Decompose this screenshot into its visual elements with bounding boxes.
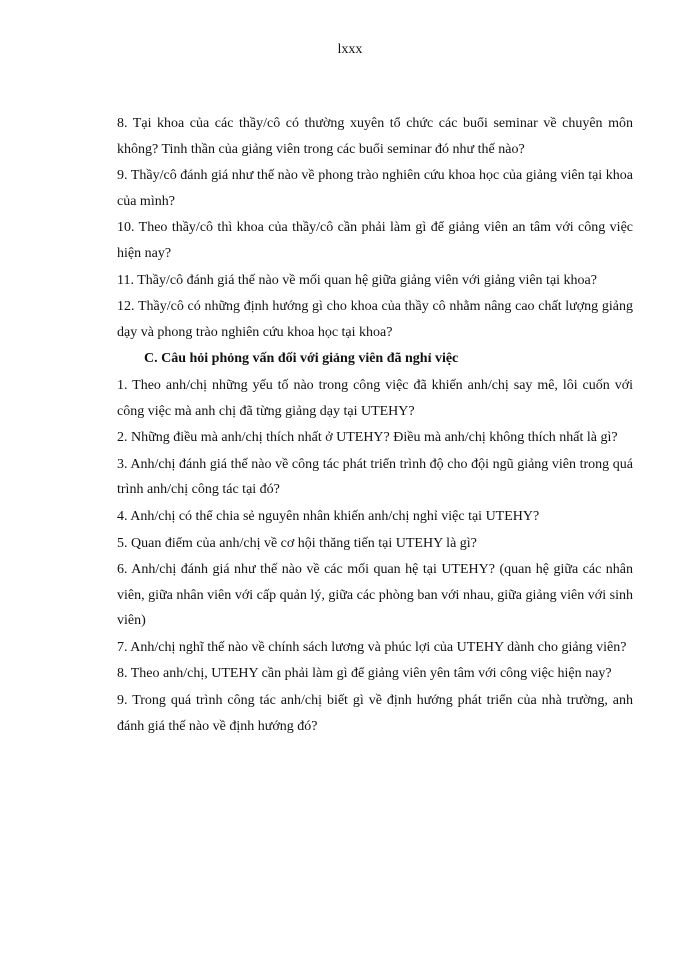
question-b-11: 11. Thầy/cô đánh giá thế nào về mối quan hệ giữa giảng viên với giảng viên tại khoa? [117,272,597,288]
question-b-8: 8. Tại khoa của các thầy/cô có thường xuyên tổ chức các buổi seminar về chuyên môn không? Tinh thần của giảng viên trong các buổi seminar đó như thế nào? [117,116,633,157]
question-c-6: 6. Anh/chị đánh giá như thế nào về các mối quan hệ tại UTEHY? (quan hệ giữa các nhân viên, giữa nhân viên với cấp quản lý, giữa các phòng ban với nhau, giữa giảng viên với sinh viên) [117,562,633,629]
question-c-3: 3. Anh/chị đánh giá thế nào về công tác phát triển trình độ cho đội ngũ giảng viên trong quá trình anh/chị công tác tại đó? [117,456,633,498]
question-b-12: 12. Thầy/cô có những định hướng gì cho khoa của thầy cô nhằm nâng cao chất lượng giảng dạy và phong trào nghiên cứu khoa học tại khoa? [117,299,633,340]
question-c-4: 4. Anh/chị có thể chia sẻ nguyên nhân khiến anh/chị nghỉ việc tại UTEHY? [117,508,540,524]
question-c-5: 5. Quan điểm của anh/chị về cơ hội thăng tiến tại UTEHY là gì? [117,535,477,551]
page-content [117,111,633,740]
section-c-heading: C. Câu hỏi phỏng vấn đối với giảng viên đã nghỉ việc [144,351,459,367]
question-b-10: 10. Theo thầy/cô thì khoa của thầy/cô cần phải làm gì để giảng viên an tâm với công việc hiện nay? [117,220,633,261]
question-b-9: 9. Thầy/cô đánh giá như thế nào về phong trào nghiên cứu khoa học của giảng viên tại khoa của mình? [117,168,633,209]
question-c-9: 9. Trong quá trình công tác anh/chị biết gì về định hướng phát triển của nhà trường, anh đánh giá thế nào về định hướng đó? [117,693,633,734]
question-c-2: 2. Những điều mà anh/chị thích nhất ở UTEHY? Điều mà anh/chị không thích nhất là gì? [117,430,618,446]
page-number: lxxx [337,42,363,57]
question-c-1: 1. Theo anh/chị những yếu tố nào trong công việc đã khiến anh/chị say mê, lôi cuốn với công việc mà anh chị đã từng giảng dạy tại UTEHY? [117,377,633,419]
question-c-8: 8. Theo anh/chị, UTEHY cần phải làm gì để giảng viên yên tâm với công việc hiện nay? [117,666,612,682]
question-c-7: 7. Anh/chị nghĩ thế nào về chính sách lương và phúc lợi của UTEHY dành cho giảng viên? [117,639,627,655]
